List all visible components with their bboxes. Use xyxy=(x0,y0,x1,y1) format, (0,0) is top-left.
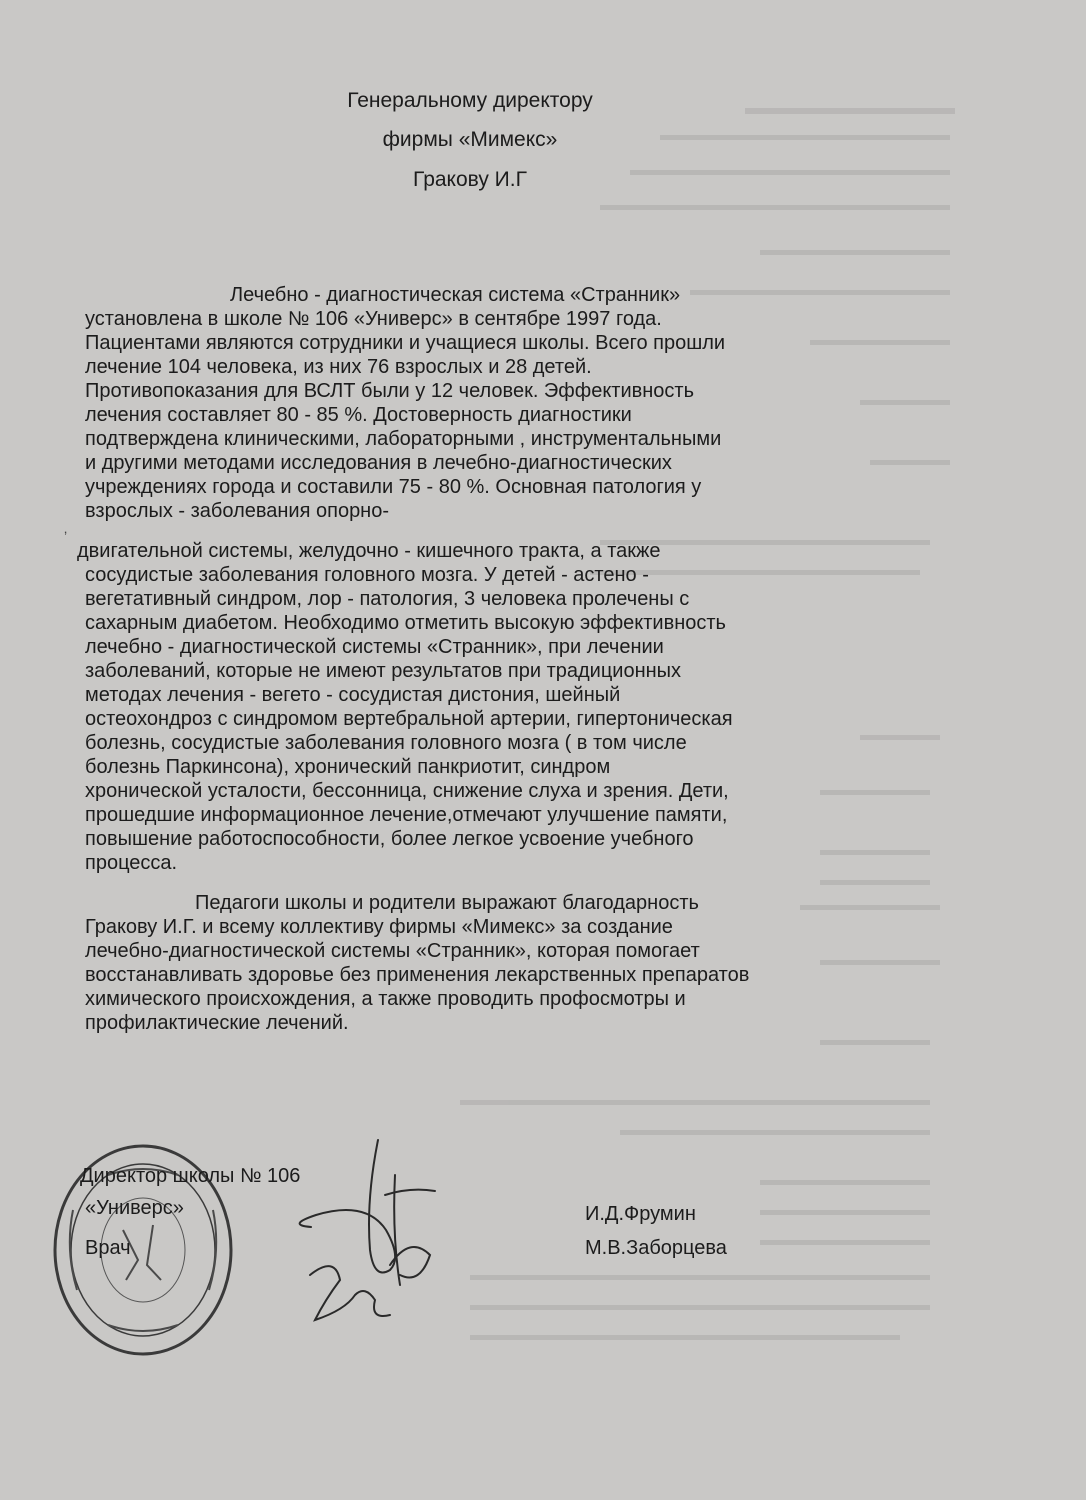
signatory-director-name: И.Д.Фрумин xyxy=(585,1203,696,1225)
body-line: процесса. xyxy=(85,852,178,874)
body-line: Педагоги школы и родители выражают благодарность xyxy=(195,892,699,914)
body-line: Гракову И.Г. и всему коллективу фирмы «Мимекс» за создание xyxy=(85,916,673,938)
body-line: лечебно - диагностической системы «Странник», при лечении xyxy=(85,636,664,658)
body-line: сосудистые заболевания головного мозга. У детей - астено - xyxy=(85,564,649,586)
handwritten-signature xyxy=(290,1135,460,1325)
body-line: взрослых - заболевания опорно- xyxy=(85,500,390,522)
signatory-doctor-title: Врач xyxy=(85,1237,131,1259)
body-line: болезнь Паркинсона), хронический панкриотит, синдром xyxy=(85,756,611,778)
body-line: восстанавливать здоровье без применения лекарственных препаратов xyxy=(85,964,750,986)
body-line: учреждениях города и составили 75 - 80 %. Основная патология у xyxy=(85,476,702,498)
body-line: повышение работоспособности, более легкое усвоение учебного xyxy=(85,828,694,850)
body-line: профилактические лечений. xyxy=(85,1012,349,1034)
body-line: Пациентами являются сотрудники и учащиеся школы. Всего прошли xyxy=(85,332,726,354)
body-line: лечение 104 человека, из них 76 взрослых и 28 детей. xyxy=(85,356,592,378)
letter-body xyxy=(77,283,855,1035)
body-line: вегетативный синдром, лор - патология, 3 человека пролечены с xyxy=(85,588,690,610)
body-line: методах лечения - вегето - сосудистая дистония, шейный xyxy=(85,684,621,706)
body-line: лечения составляет 80 - 85 %. Достоверность диагностики xyxy=(85,404,632,426)
body-line: прошедшие информационное лечение,отмечают улучшение памяти, xyxy=(85,804,728,826)
recipient-position: Генеральному директору xyxy=(347,89,593,112)
body-line: заболеваний, которые не имеют результатов при традиционных xyxy=(85,660,682,682)
recipient-company: фирмы «Мимекс» xyxy=(382,128,558,151)
signatory-title: Директор школы № 106 xyxy=(80,1165,301,1187)
body-line: остеохондроз с синдромом вертебральной артерии, гипертоническая xyxy=(85,708,733,730)
body-line: подтверждена клиническими, лабораторными , инструментальными xyxy=(85,428,722,450)
body-line: Противопоказания для ВСЛТ были у 12 человек. Эффективность xyxy=(85,380,695,402)
recipient-name: Гракову И.Г xyxy=(413,168,527,191)
body-line: Лечебно - диагностическая система «Странник» xyxy=(230,284,681,306)
body-line: болезнь, сосудистые заболевания головного мозга ( в том числе xyxy=(85,732,687,754)
signatory-school: «Универс» xyxy=(85,1197,184,1219)
body-line: лечебно-диагностической системы «Странник», которая помогает xyxy=(85,940,700,962)
body-line: и другими методами исследования в лечебно-диагностических xyxy=(85,452,672,474)
scan-mark: ‚ xyxy=(64,520,68,536)
body-line: химического происхождения, а также проводить профосмотры и xyxy=(85,988,686,1010)
body-line: установлена в школе № 106 «Универс» в сентябре 1997 года. xyxy=(85,308,662,330)
signatory-doctor-name: М.В.Заборцева xyxy=(585,1237,727,1259)
body-line: двигательной системы, желудочно - кишечного тракта, а также xyxy=(77,540,661,562)
body-line: сахарным диабетом. Необходимо отметить высокую эффективность xyxy=(85,612,726,634)
body-line: хронической усталости, бессонница, снижение слуха и зрения. Дети, xyxy=(85,780,729,802)
